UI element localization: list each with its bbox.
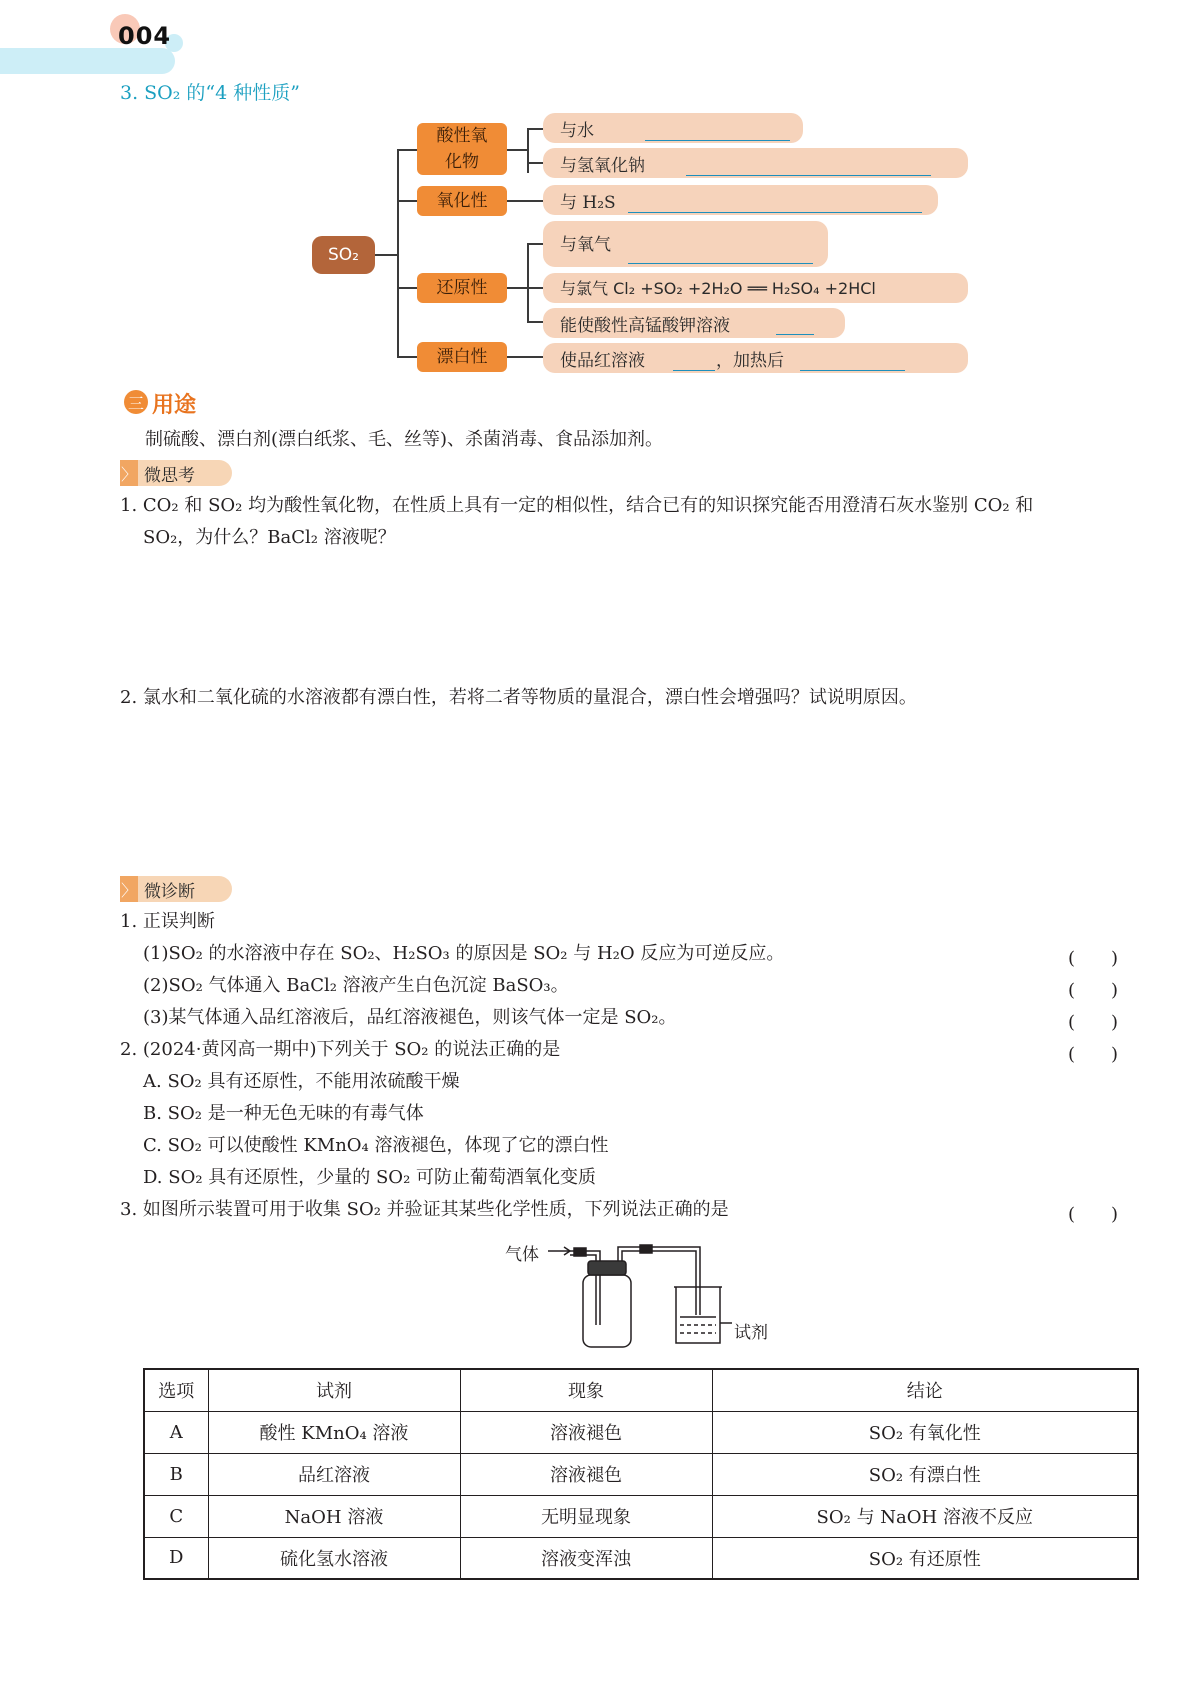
answer-blank[interactable] <box>686 175 931 176</box>
table-cell: 溶液褪色 <box>460 1411 712 1453</box>
think-question-1: 1. CO₂ 和 SO₂ 均为酸性氧化物，在性质上具有一定的相似性，结合已有的知识探究能否用澄清石灰水鉴别 CO₂ 和 <box>120 495 1034 516</box>
answer-blank[interactable] <box>800 370 905 371</box>
option-c: C. SO₂ 可以使酸性 KMnO₄ 溶液褪色，体现了它的漂白性 <box>143 1135 609 1156</box>
table-cell: 品红溶液 <box>208 1453 460 1495</box>
connector <box>507 200 543 202</box>
item-with-oxygen: 与氧气 <box>560 235 611 255</box>
table-row <box>144 1495 1138 1537</box>
connector <box>397 149 417 151</box>
answer-blank[interactable] <box>776 334 814 335</box>
table-row <box>144 1537 1138 1579</box>
table-cell: B <box>144 1453 208 1495</box>
connector <box>397 200 417 202</box>
connector <box>527 162 543 164</box>
item-magenta: 使品红溶液 <box>560 351 645 371</box>
connector <box>375 254 397 256</box>
connector <box>397 149 399 357</box>
connector <box>397 356 417 358</box>
reagent-label: 试剂 <box>734 1323 768 1343</box>
item-kmno4: 能使酸性高锰酸钾溶液 <box>560 316 730 336</box>
answer-blank[interactable] <box>628 212 922 213</box>
answer-paren[interactable]: ( ) <box>1068 1204 1119 1225</box>
connector <box>527 243 543 245</box>
answer-paren[interactable]: ( ) <box>1068 948 1119 969</box>
answer-paren[interactable]: ( ) <box>1068 1012 1119 1033</box>
category-acidic-oxide: 酸性氧 化物 <box>417 123 507 175</box>
usage-text: 制硫酸、漂白剂(漂白纸浆、毛、丝等)、杀菌消毒、食品添加剂。 <box>145 429 664 450</box>
option-d: D. SO₂ 具有还原性，少量的 SO₂ 可防止葡萄酒氧化变质 <box>143 1167 597 1188</box>
diagnose-q1-item: (3)某气体通入品红溶液后，品红溶液褪色，则该气体一定是 SO₂。 <box>143 1007 677 1028</box>
table-row <box>144 1411 1138 1453</box>
table-cell: SO₂ 有还原性 <box>712 1537 1138 1579</box>
table-cell: 无明显现象 <box>460 1495 712 1537</box>
category-oxidizing: 氧化性 <box>417 186 507 216</box>
connector <box>527 128 529 173</box>
connector <box>397 287 417 289</box>
gas-label: 气体 <box>505 1245 539 1265</box>
item-after-heating: ，加热后 <box>716 351 784 371</box>
tag-label: 微诊断 <box>144 881 195 902</box>
table-cell: SO₂ 与 NaOH 溶液不反应 <box>712 1495 1138 1537</box>
usage-title: 用途 <box>152 392 197 418</box>
section-title: 3. SO₂ 的“4 种性质” <box>120 82 300 104</box>
diagnose-q1-item: (2)SO₂ 气体通入 BaCl₂ 溶液产生白色沉淀 BaSO₃。 <box>143 975 569 996</box>
connector <box>527 287 543 289</box>
tag-micro-diagnose <box>120 876 232 902</box>
diagnose-q3-title: 3. 如图所示装置可用于收集 SO₂ 并验证其某些化学性质，下列说法正确的是 <box>120 1199 729 1220</box>
answer-blank[interactable] <box>628 263 813 264</box>
table-cell: SO₂ 有氧化性 <box>712 1411 1138 1453</box>
table-header-cell: 现象 <box>460 1369 712 1411</box>
answer-paren[interactable]: ( ) <box>1068 980 1119 1001</box>
connector <box>527 321 543 323</box>
table-cell: 溶液褪色 <box>460 1453 712 1495</box>
table-header-row <box>144 1369 1138 1411</box>
item-with-h2s: 与 H₂S <box>560 193 616 213</box>
table-header-cell: 结论 <box>712 1369 1138 1411</box>
item-with-water: 与水 <box>560 121 594 141</box>
connector <box>507 149 527 151</box>
gas-collection-apparatus-diagram <box>540 1235 740 1350</box>
option-a: A. SO₂ 具有还原性，不能用浓硫酸干燥 <box>143 1071 460 1092</box>
table-cell: D <box>144 1537 208 1579</box>
table-cell: SO₂ 有漂白性 <box>712 1453 1138 1495</box>
diagnose-q1-item: (1)SO₂ 的水溶液中存在 SO₂、H₂SO₃ 的原因是 SO₂ 与 H₂O 反应为可逆反应。 <box>143 943 785 964</box>
answer-blank[interactable] <box>673 370 715 371</box>
connector <box>527 243 529 322</box>
chevron-right-icon: 〉 <box>120 460 138 486</box>
item-with-chlorine: 与氯气 Cl₂ +SO₂ +2H₂O ══ H₂SO₄ +2HCl <box>560 279 876 298</box>
mindmap-root: SO₂ <box>312 236 375 274</box>
table-cell: NaOH 溶液 <box>208 1495 460 1537</box>
item-with-naoh: 与氢氧化钠 <box>560 156 645 176</box>
answer-blank[interactable] <box>645 140 790 141</box>
category-bleaching: 漂白性 <box>417 342 507 372</box>
table-row <box>144 1453 1138 1495</box>
connector <box>507 356 543 358</box>
category-reducing: 还原性 <box>417 273 507 303</box>
think-question-2: 2. 氯水和二氧化硫的水溶液都有漂白性，若将二者等物质的量混合，漂白性会增强吗？试说明原因。 <box>120 687 917 708</box>
tag-label: 微思考 <box>144 465 195 486</box>
connector <box>527 128 543 130</box>
header-band <box>0 48 175 74</box>
think-question-1-cont: SO₂，为什么？BaCl₂ 溶液呢？ <box>143 527 396 548</box>
table-header-cell: 试剂 <box>208 1369 460 1411</box>
table-header-cell: 选项 <box>144 1369 208 1411</box>
options-table <box>143 1368 1139 1580</box>
diagnose-q1-title: 1. 正误判断 <box>120 911 215 932</box>
answer-paren[interactable]: ( ) <box>1068 1044 1119 1065</box>
option-b: B. SO₂ 是一种无色无味的有毒气体 <box>143 1103 424 1124</box>
connector <box>507 287 527 289</box>
table-cell: 硫化氢水溶液 <box>208 1537 460 1579</box>
tag-micro-think <box>120 460 232 486</box>
chevron-right-icon: 〉 <box>120 876 138 902</box>
table-cell: C <box>144 1495 208 1537</box>
table-cell: 溶液变浑浊 <box>460 1537 712 1579</box>
table-cell: 酸性 KMnO₄ 溶液 <box>208 1411 460 1453</box>
table-cell: A <box>144 1411 208 1453</box>
diagnose-q2-title: 2. (2024·黄冈高一期中)下列关于 SO₂ 的说法正确的是 <box>120 1039 561 1060</box>
page-number: 004 <box>118 22 172 50</box>
section-number-icon: 三 <box>124 390 148 414</box>
